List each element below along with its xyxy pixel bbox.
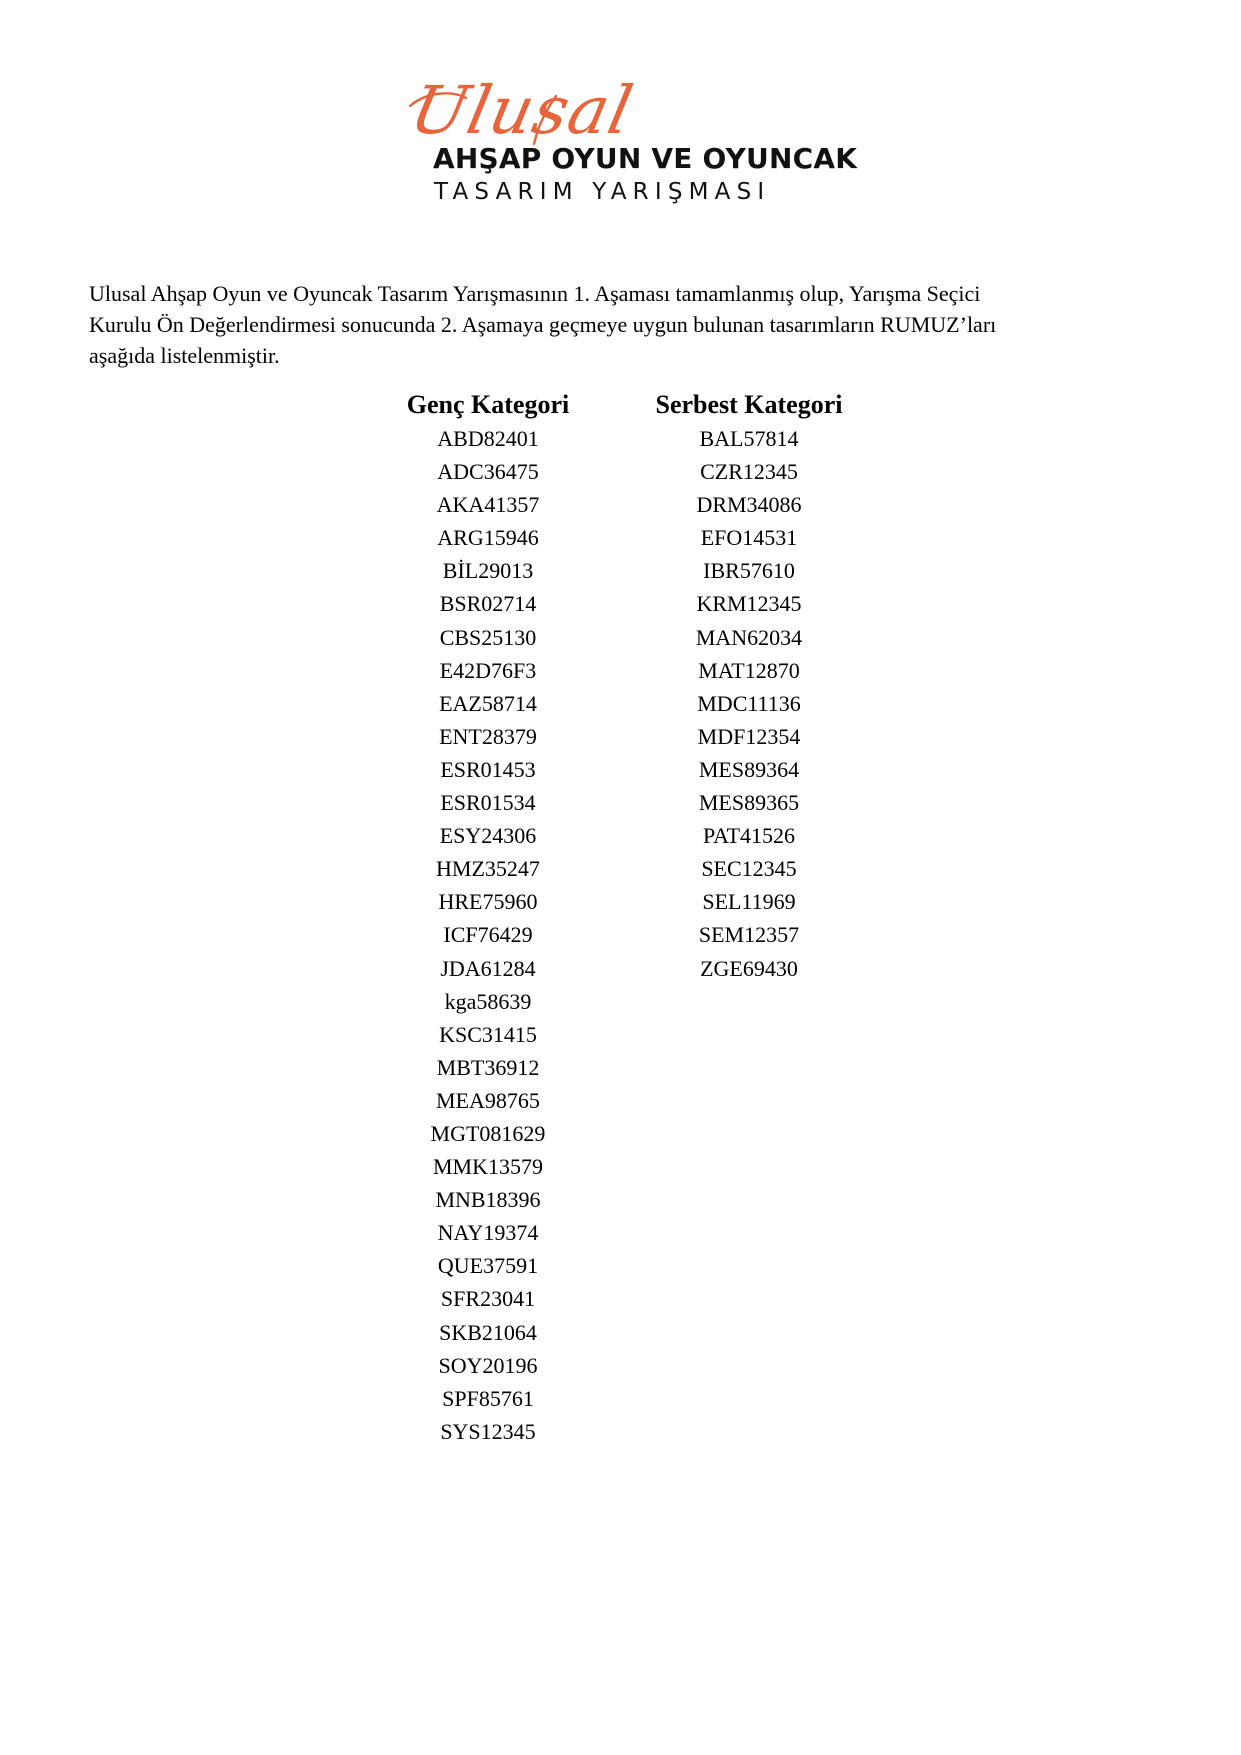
code-item: SFR23041 [440, 1286, 536, 1312]
code-item: MMK13579 [432, 1154, 543, 1180]
code-item: HRE75960 [438, 889, 538, 915]
code-item: ESR01534 [440, 790, 536, 816]
code-item: HMZ35247 [436, 856, 540, 882]
logo-subtitle: TASARIM YARIŞMASI [434, 179, 771, 205]
logo-script-word: Ulusal [403, 72, 640, 149]
intro-line-3: aşağıda listelenmiştir. [89, 343, 280, 368]
serbest-code-list [626, 422, 872, 985]
code-item: ARG15946 [437, 525, 539, 551]
code-item: ZGE69430 [700, 955, 798, 981]
code-item: MDC11136 [697, 690, 801, 716]
code-item: BAL57814 [699, 426, 799, 451]
intro-line-1: Ulusal Ahşap Oyun ve Oyuncak Tasarım Yarışmasının 1. Aşaması tamamlanmış olup, Yarışma Seçici [89, 281, 981, 306]
code-item: SEM12357 [698, 922, 800, 948]
code-item: ENT28379 [439, 723, 537, 749]
code-item: ESR01453 [440, 756, 536, 782]
code-item: MAT12870 [698, 657, 800, 683]
code-item: SPF85761 [442, 1385, 534, 1411]
code-item: SKB21064 [439, 1319, 537, 1345]
code-item: BİL29013 [442, 558, 534, 584]
code-item: NAY19374 [437, 1220, 539, 1246]
code-item: SEL11969 [702, 889, 796, 915]
code-item: QUE37591 [437, 1253, 539, 1279]
code-item: ADC36475 [437, 459, 539, 485]
serbest-kategori-column [626, 388, 872, 985]
code-item: MGT081629 [430, 1120, 546, 1146]
code-item: SOY20196 [438, 1352, 538, 1378]
code-item: MEA98765 [436, 1087, 540, 1113]
intro-paragraph [89, 278, 1169, 371]
serbest-kategori-heading: Serbest Kategori [655, 390, 843, 419]
code-item: EAZ58714 [439, 690, 537, 716]
code-item: AKA41357 [436, 492, 540, 518]
code-item: KRM12345 [696, 591, 802, 617]
code-item: BSR02714 [439, 591, 537, 617]
code-item: CBS25130 [439, 624, 537, 650]
code-item: MES89364 [698, 756, 800, 782]
code-item: CZR12345 [700, 459, 798, 485]
code-item: EFO14531 [700, 525, 798, 551]
code-item: JDA61284 [440, 955, 536, 981]
intro-line-2: Kurulu Ön Değerlendirmesi sonucunda 2. Aşamaya geçmeye uygun bulunan tasarımların RUMUZ’ları [89, 312, 997, 337]
code-item: IBR57610 [703, 558, 795, 584]
code-item: DRM34086 [696, 492, 802, 518]
code-item: MAN62034 [695, 624, 803, 650]
code-item: KSC31415 [439, 1021, 537, 1047]
genc-kategori-column [378, 388, 598, 1448]
code-item: MBT36912 [436, 1054, 540, 1080]
code-item: ABD82401 [437, 426, 539, 451]
competition-logo [400, 72, 860, 218]
code-item: SEC12345 [701, 856, 797, 882]
logo-title: AHŞAP OYUN VE OYUNCAK [433, 142, 858, 175]
genc-code-list [378, 422, 598, 1448]
code-item: MDF12354 [697, 723, 801, 749]
code-item: ESY24306 [439, 823, 537, 849]
code-item: MNB18396 [435, 1187, 541, 1213]
code-item: PAT41526 [702, 823, 796, 849]
genc-kategori-heading: Genç Kategori [406, 390, 570, 419]
code-item: E42D76F3 [439, 657, 537, 683]
code-item: ICF76429 [443, 922, 533, 948]
code-item: kga58639 [444, 988, 532, 1014]
code-item: MES89365 [698, 790, 800, 816]
code-item: SYS12345 [440, 1418, 536, 1444]
